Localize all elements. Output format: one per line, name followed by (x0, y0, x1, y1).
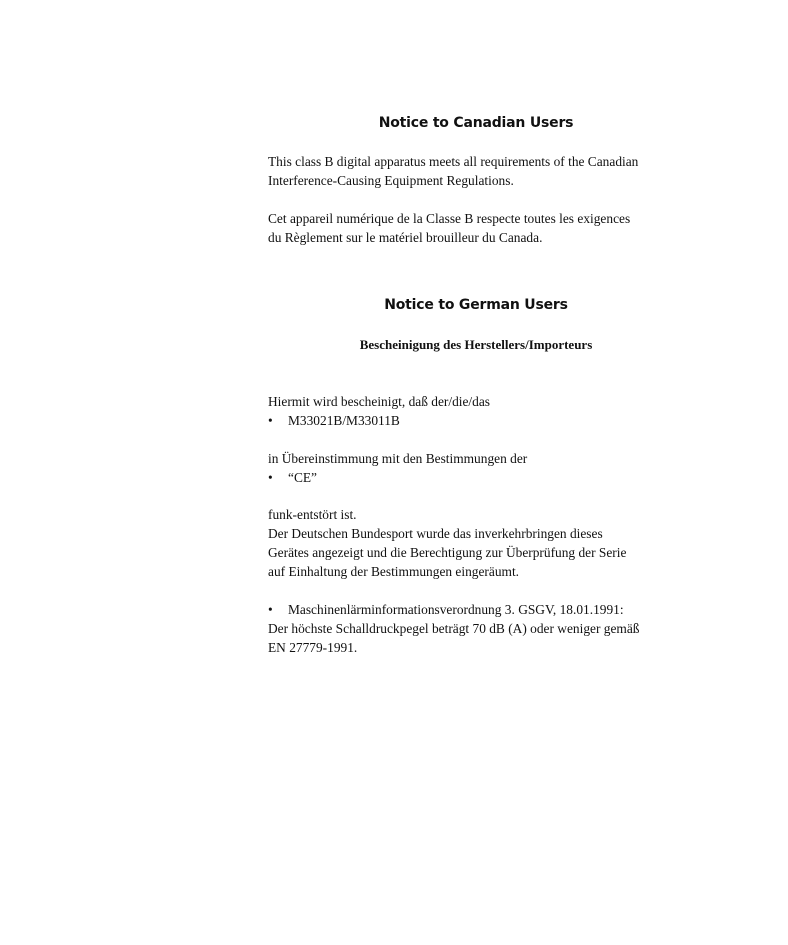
bullet-glyph: • (268, 602, 273, 617)
noise-bullet-item (268, 600, 684, 619)
german-certification-block (268, 392, 684, 430)
bullet-glyph: • (268, 470, 273, 485)
canadian-french-line-1: Cet appareil numérique de la Classe B respecte toutes les exigences (268, 211, 631, 226)
german-users-heading: Notice to German Users (384, 297, 568, 313)
bullet-glyph: • (268, 413, 273, 428)
noise-regulation-block (268, 600, 684, 657)
canadian-french-paragraph (268, 209, 684, 247)
german-line-2: in Übereinstimmung mit den Bestimmungen der (268, 451, 528, 466)
canadian-english-paragraph (268, 152, 684, 190)
canadian-english-line-2: Interference-Causing Equipment Regulations. (268, 173, 514, 188)
canadian-french-line-2: du Règlement sur le matériel brouilleur du Canada. (268, 230, 543, 245)
german-para-line-1: Der Deutschen Bundesport wurde das inverkehrbringen dieses (268, 526, 603, 541)
ce-mark-text: “CE” (288, 470, 317, 485)
german-para-line-2: Gerätes angezeigt und die Berechtigung zur Überprüfung der Serie (268, 545, 627, 560)
german-para-line-3: auf Einhaltung der Bestimmungen eingeräumt. (268, 564, 520, 579)
german-conformity-block (268, 449, 684, 487)
model-number: M33021B/M33011B (288, 413, 400, 428)
noise-para-line-1: Der höchste Schalldruckpegel beträgt 70 dB (A) oder weniger gemäß (268, 621, 640, 636)
german-subheading: Bescheinigung des Herstellers/Importeurs (359, 337, 593, 352)
canadian-users-heading: Notice to Canadian Users (378, 115, 574, 131)
model-bullet-item (268, 411, 684, 430)
noise-para-line-2: EN 27779-1991. (268, 640, 358, 655)
german-line-3: funk-entstört ist. (268, 507, 357, 522)
ce-bullet-item (268, 468, 684, 487)
noise-regulation-text: Maschinenlärminformationsverordnung 3. GSGV, 18.01.1991: (288, 602, 624, 617)
german-paragraph (268, 505, 684, 581)
german-line-1: Hiermit wird bescheinigt, daß der/die/das (268, 394, 490, 409)
canadian-english-line-1: This class B digital apparatus meets all requirements of the Canadian (268, 154, 639, 169)
